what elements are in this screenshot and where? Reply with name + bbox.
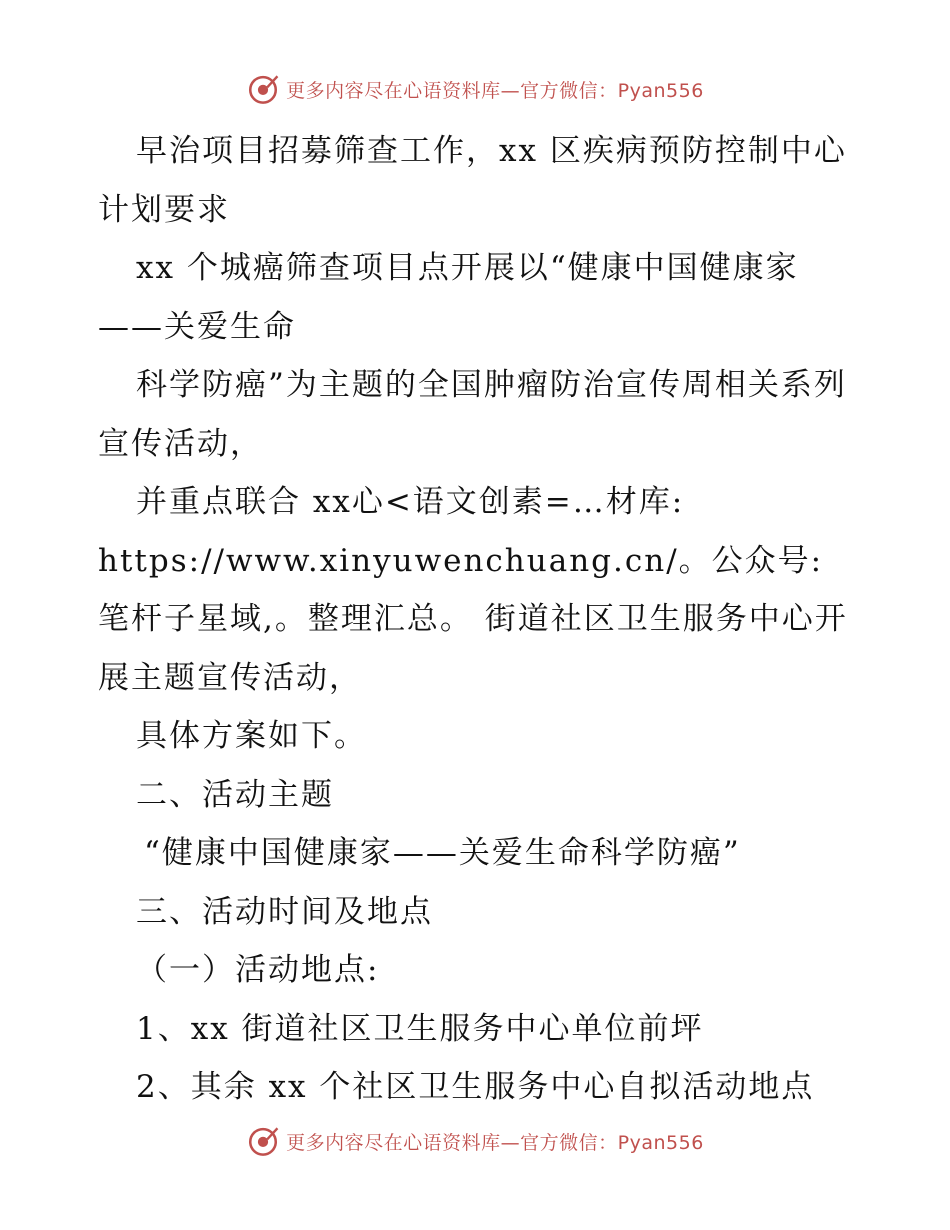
watermark-text: 更多内容尽在心语资料库—官方微信：Pyan556 bbox=[286, 1131, 704, 1154]
paragraph: “健康中国健康家——关爱生命科学防癌” bbox=[144, 835, 741, 871]
pen-circle-icon bbox=[246, 1124, 280, 1158]
list-item: 1、xx 街道社区卫生服务中心单位前坪 bbox=[136, 1010, 704, 1047]
watermark-text: 更多内容尽在心语资料库—官方微信：Pyan556 bbox=[286, 79, 704, 102]
footer-watermark bbox=[0, 1124, 950, 1158]
paragraph: 具体方案如下。 bbox=[136, 718, 367, 754]
document-body bbox=[98, 122, 858, 1117]
list-item: 2、其余 xx 个社区卫生服务中心自拟活动地点 bbox=[136, 1069, 815, 1105]
pen-circle-icon bbox=[246, 72, 280, 106]
section-heading: 三、活动时间及地点 bbox=[136, 893, 433, 930]
section-heading: 二、活动主题 bbox=[136, 776, 334, 813]
paragraph: xx 个城癌筛查项目点开展以“健康中国健康家——关爱生命 bbox=[98, 250, 799, 345]
paragraph: 科学防癌”为主题的全国肿瘤防治宣传周相关系列宣传活动， bbox=[98, 367, 847, 462]
header-watermark bbox=[0, 72, 950, 106]
subsection-heading: （一）活动地点: bbox=[136, 952, 380, 988]
paragraph: 并重点联合 xx心<语文创素=…材库: https://www.xinyuwenchuang.cn/。公众号: 笔杆子星域,。整理汇总。 街道社区卫生服务中心开展主题宣传活动， bbox=[98, 484, 848, 696]
paragraph: 早治项目招募筛查工作，xx 区疾病预防控制中心计划要求 bbox=[98, 133, 847, 228]
